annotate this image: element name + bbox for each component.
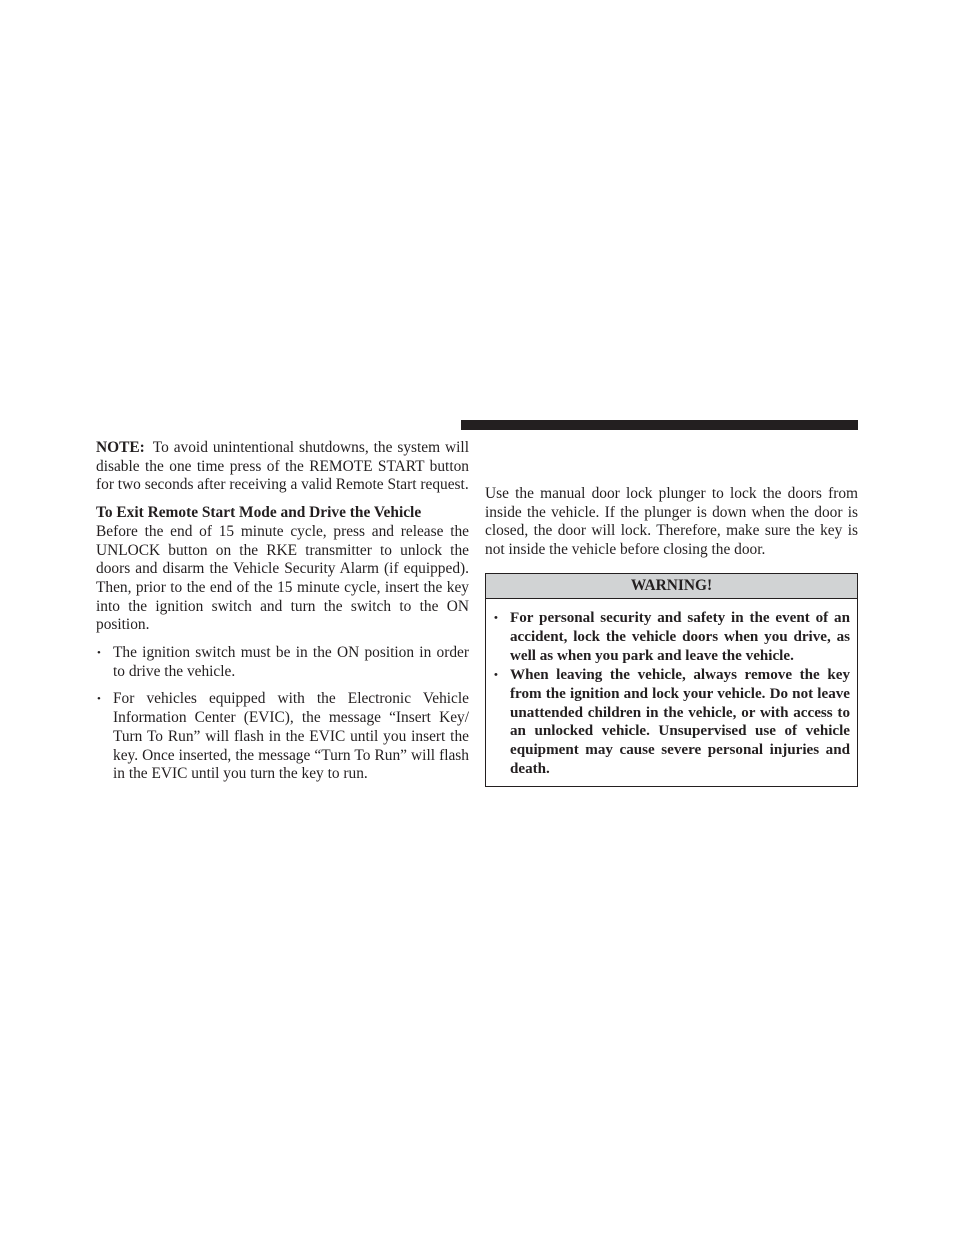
section-header-bar — [461, 420, 858, 430]
warning-item — [493, 609, 850, 666]
bullet-icon: • — [494, 668, 498, 681]
warning-item — [493, 666, 850, 779]
section-heading: To Exit Remote Start Mode and Drive the Vehicle — [96, 504, 422, 522]
left-column — [96, 439, 469, 793]
bullet-icon: • — [494, 612, 498, 624]
warning-list — [486, 599, 857, 786]
bullet-icon: • — [97, 647, 101, 660]
bullet-icon: • — [97, 693, 101, 706]
list-item-text: The ignition switch must be in the ON position in order to drive the vehicle. — [113, 644, 469, 680]
list-item — [96, 644, 469, 681]
warning-item-text: When leaving the vehicle, always remove the key from the ignition and lock your vehicle. Do not leave unattended children in the vehicle, or with access to an unlocked vehicle. Unsupervised use of vehicle equipment may cause severe personal injuries and death. — [510, 666, 850, 778]
warning-box — [485, 573, 858, 787]
right-column — [485, 485, 858, 560]
note-paragraph — [96, 439, 469, 495]
note-text: To avoid unintentional shutdowns, the system will disable the one time press of the REMOTE START button for two seconds after receiving a valid Remote Start request. — [96, 439, 469, 494]
exit-remote-start-paragraph: Before the end of 15 minute cycle, press and release the UNLOCK button on the RKE transmitter to unlock the doors and disarm the Vehicle Security Alarm (if equipped). Then, prior to the end of the 15 minute cycle, insert the key into the ignition switch and turn the switch to the ON position. — [96, 522, 469, 634]
warning-item-text: For personal security and safety in the event of an accident, lock the vehicle doors when you drive, as well as when you park and leave the vehicle. — [510, 610, 850, 664]
list-item-text: For vehicles equipped with the Electronic Vehicle Information Center (EVIC), the message “Insert Key/ Turn To Run” will flash in the EVIC until you insert the key. Once inserted, the message “Turn To Run” will flash in the EVIC until you turn the key to run. — [113, 690, 469, 783]
bullet-list — [96, 644, 469, 784]
warning-title: WARNING! — [486, 574, 857, 599]
list-item — [96, 690, 469, 784]
door-lock-paragraph: Use the manual door lock plunger to lock the doors from inside the vehicle. If the plunger is down when the door is closed, the door will lock. Therefore, make sure the key is not inside the vehicle before closing the door. — [485, 485, 858, 559]
note-label: NOTE: — [96, 439, 145, 456]
